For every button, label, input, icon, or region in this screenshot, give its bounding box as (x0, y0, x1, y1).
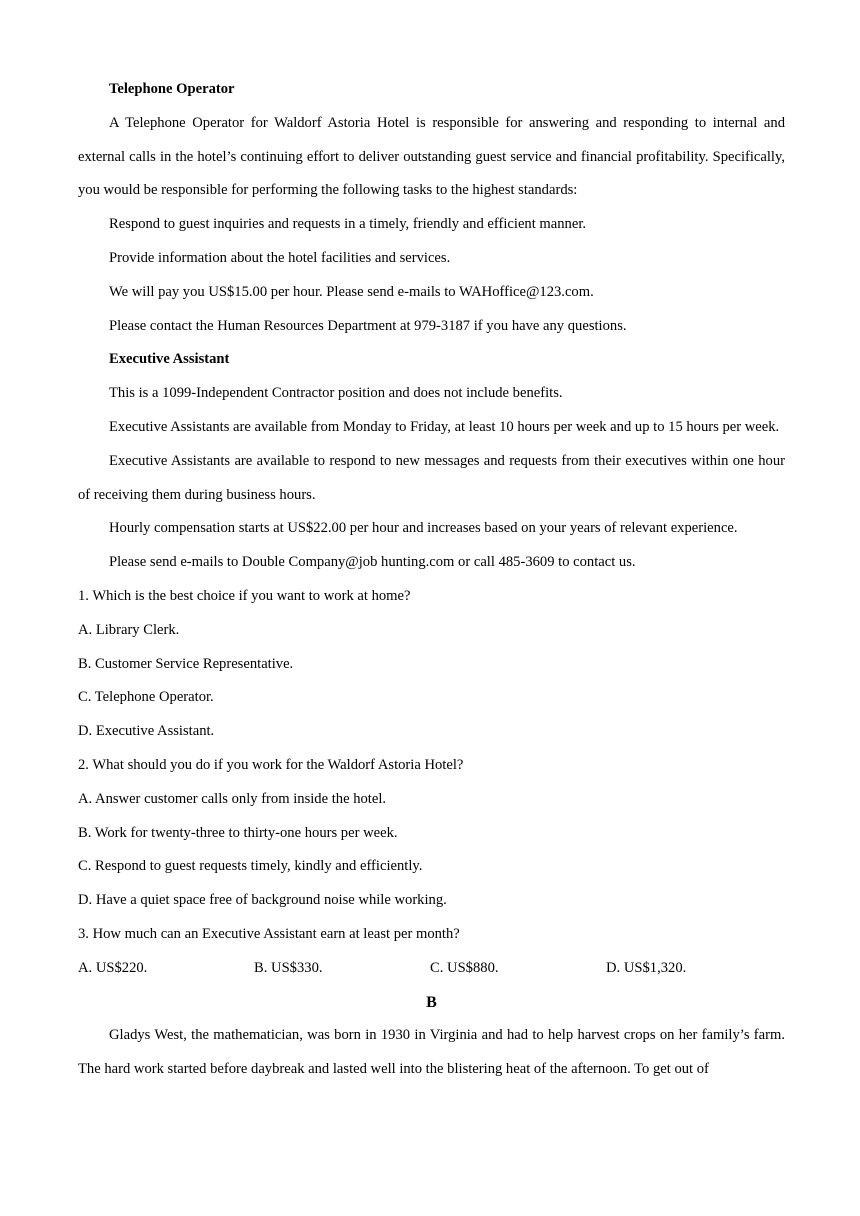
question-3-option-b: B. US$330. (254, 959, 323, 976)
paragraph-response-time: Executive Assistants are available to respond to new messages and requests from their executives within one hour of receiving them during business hours. (78, 452, 785, 503)
question-2-option-b: B. Work for twenty-three to thirty-one hours per week. (78, 824, 398, 841)
question-1-option-d: D. Executive Assistant. (78, 723, 215, 740)
heading-telephone-operator: Telephone Operator (109, 81, 235, 97)
paragraph-compensation: Hourly compensation starts at US$22.00 per hour and increases based on your years of relevant experience. (109, 520, 738, 537)
question-3-option-d: D. US$1,320. (606, 959, 687, 976)
question-3-stem: 3. How much can an Executive Assistant earn at least per month? (78, 925, 460, 942)
question-3-option-c: C. US$880. (430, 959, 499, 976)
paragraph-contact-hr: Please contact the Human Resources Department at 979-3187 if you have any questions. (109, 317, 627, 334)
paragraph-telephone-operator-intro: A Telephone Operator for Waldorf Astoria Hotel is responsible for answering and responding to internal and external calls in the hotel’s continuing effort to deliver outstanding guest service and financial profitability. Specifically, you would be responsible for performing the following tasks to the highest standards: (78, 114, 785, 199)
question-1-stem: 1. Which is the best choice if you want to work at home? (78, 587, 411, 604)
heading-executive-assistant: Executive Assistant (109, 351, 230, 368)
paragraph-task-respond: Respond to guest inquiries and requests in a timely, friendly and efficient manner. (109, 216, 587, 233)
question-3-option-a: A. US$220. (78, 959, 148, 976)
question-2-option-d: D. Have a quiet space free of background noise while working. (78, 892, 447, 909)
document-body (78, 73, 785, 1087)
question-3-options (78, 952, 785, 986)
question-1-option-c: C. Telephone Operator. (78, 689, 214, 706)
paragraph-pay-telephone: We will pay you US$15.00 per hour. Please send e-mails to WAHoffice@123.com. (109, 283, 594, 300)
paragraph-contact-ea: Please send e-mails to Double Company@job hunting.com or call 485-3609 to contact us. (109, 554, 636, 571)
paragraph-task-info: Provide information about the hotel facilities and services. (109, 249, 451, 266)
paragraph-gladys-west: Gladys West, the mathematician, was born in 1930 in Virginia and had to help harvest crops on her family’s farm. The hard work started before daybreak and lasted well into the blistering heat of the afternoon. To get out of (78, 1027, 785, 1078)
paragraph-availability: Executive Assistants are available from Monday to Friday, at least 10 hours per week and up to 15 hours per week. (109, 418, 780, 435)
question-2-stem: 2. What should you do if you work for the Waldorf Astoria Hotel? (78, 756, 464, 773)
paragraph-contractor: This is a 1099-Independent Contractor position and does not include benefits. (109, 385, 563, 402)
section-b-title: B (426, 993, 437, 1011)
question-2-option-a: A. Answer customer calls only from inside the hotel. (78, 790, 387, 807)
question-2-option-c: C. Respond to guest requests timely, kindly and efficiently. (78, 858, 423, 875)
question-1-option-a: A. Library Clerk. (78, 621, 180, 638)
question-1-option-b: B. Customer Service Representative. (78, 655, 294, 672)
